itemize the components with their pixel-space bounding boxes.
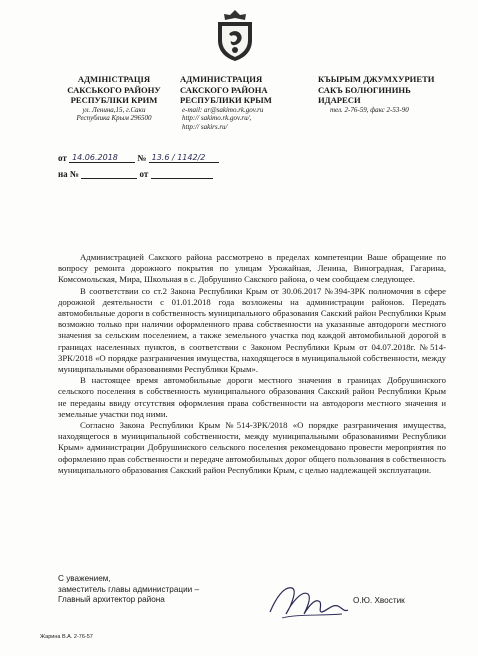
to-from-label: от xyxy=(139,169,149,179)
paragraph-3: В настоящее время автомобильные дороги местного значения в границах Добрушинского сельского поселения в собственность муниципального образования Сакский район Республики Крым не переданы ввиду отсутствия оформления права собственности на автодороги местного значения и земельные участки под ними. xyxy=(58,375,446,419)
to-date-field xyxy=(151,169,213,179)
header-right-block xyxy=(318,74,452,114)
executor-note: Жарина В.А. 2-76-57 xyxy=(40,634,93,640)
handwritten-signature xyxy=(262,578,352,622)
to-number-label: на № xyxy=(58,169,79,179)
header-middle-line2: САКСКОГО РАЙОНА xyxy=(180,84,268,95)
header-left-address1: ул. Ленина,15, г.Саки xyxy=(82,105,146,114)
closing-block xyxy=(58,574,199,606)
header-left-line1: АДМІНІСТРАЦІЯ xyxy=(77,74,151,84)
to-number-field xyxy=(81,169,137,179)
number-label: № xyxy=(137,153,147,163)
header-middle-line3: РЕСПУБЛИКИ КРЫМ xyxy=(180,95,272,105)
header-left-line3: РЕСПУБЛІКИ КРИМ xyxy=(70,95,158,105)
from-label: от xyxy=(58,153,67,163)
from-number-handwritten: 13.6 / 1142/2 xyxy=(151,153,206,162)
from-date-handwritten: 14.06.2018 xyxy=(72,153,118,162)
header-right-line1: КЪЫРЫМ ДЖУМХУРИЕТИ xyxy=(318,74,435,84)
header-middle-line1: АДМИНИСТРАЦИЯ xyxy=(180,74,263,84)
from-date-field xyxy=(69,152,135,163)
closing-title: Главный архитектор района xyxy=(58,595,165,605)
header-left-address2: Республика Крым 296500 xyxy=(76,114,152,122)
signer-name: О.Ю. Хвостик xyxy=(353,596,405,605)
incoming-reference-line xyxy=(58,169,213,179)
header-middle-site2: http:// sakirs.ru/ xyxy=(182,122,228,131)
header-left-block xyxy=(52,74,176,123)
coat-of-arms-icon xyxy=(212,8,258,62)
header-middle-site1: http:// sakimo.rk.gov.ru/, xyxy=(182,114,252,122)
header-right-line3: ИДАРЕСИ xyxy=(318,95,361,105)
header-left-line2: САКСЬКОГО РАЙОНУ xyxy=(67,84,161,95)
paragraph-2: В соответствии со ст.2 Закона Республики Крым от 30.06.2017 №394-ЗРК полномочия в сфере дорожной деятельности с 01.01.2018 года возложены на администрации районов. Передать автомобильные дороги в собственность муниципального образования Сакский район Республики Крым возможно только при наличии оформленного права собственности на указанные автодороги местного значения за сельским поселением, а также земельного участка под каждой автомобильной дорогой в границах населенных пунктов, в соответствии с Законом Республики Крым от 04.07.2018г. №514-ЗРК/2018 «О порядке разграничения имущества, находящегося в муниципальной собственности, между муниципальными образованиями Республики Крым». xyxy=(58,285,446,375)
from-number-field xyxy=(149,152,219,163)
letter-body xyxy=(58,252,446,476)
header-middle-block xyxy=(180,74,310,131)
header-right-phone: тел. 2-76-59, факс 2-53-90 xyxy=(330,105,409,114)
closing-regards: С уважением, xyxy=(58,574,111,583)
paragraph-1: Администрацией Сакского района рассмотрено в пределах компетенции Ваше обращение по вопросу ремонта дорожного покрытия по улицам Урожайная, Ленина, Виноградная, Гагарина, Комсомольская, Мира, Школьная в с. Добрушино Сакского района, о чем сообщаем следующее. xyxy=(58,252,446,285)
header-middle-email: e-mail: ar@sakimo.rk.gov.ru xyxy=(182,105,264,114)
closing-position: заместитель главы администрации – xyxy=(58,584,200,594)
header-right-line2: САКЪ БОЛЮГИНИНЬ xyxy=(318,84,411,95)
outgoing-reference-line xyxy=(58,152,219,163)
paragraph-4: Согласно Закона Республики Крым №514-ЗРК/2018 «О порядке разграничения имущества, находящегося в муниципальной собственности, между муниципальными образованиями Республики Крым» администрации Добрушинского сельского поселения рекомендовано провести мероприятия по оформлению прав собственности и передаче автомобильных дорог общего пользования в собственность муниципального образования Сакский район Республики Крым, с целью надлежащей эксплуатации. xyxy=(58,420,446,475)
